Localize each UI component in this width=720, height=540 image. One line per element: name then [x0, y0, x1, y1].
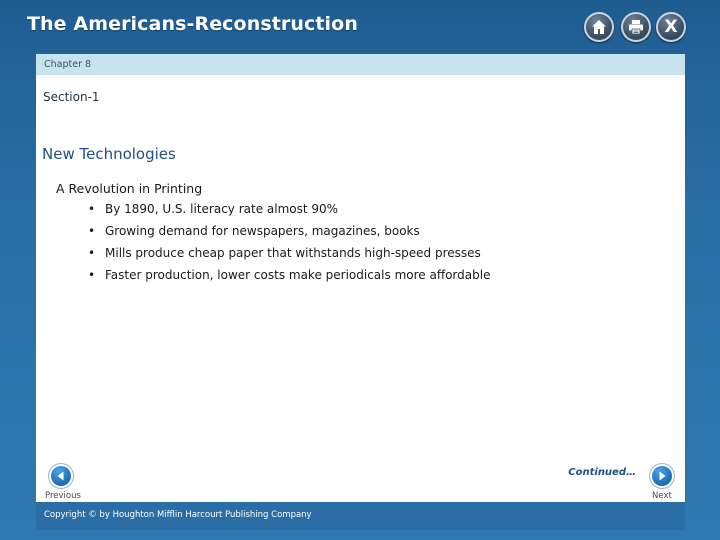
chapter-label: Chapter 8	[44, 59, 92, 70]
arrow-right-icon	[656, 470, 668, 482]
arrow-left-icon	[55, 470, 67, 482]
previous-button[interactable]	[49, 464, 73, 488]
bullet-icon: •	[88, 246, 96, 260]
next-label[interactable]: Next	[652, 491, 672, 501]
section-label: Section-1	[43, 90, 100, 104]
list-item	[88, 224, 490, 246]
close-icon: X	[664, 16, 678, 37]
list-item-text: By 1890, U.S. literacy rate almost 90%	[105, 202, 339, 216]
list-item-text: Faster production, lower costs make periodicals more affordable	[105, 268, 491, 282]
slide-panel	[36, 54, 685, 530]
next-button[interactable]	[650, 464, 674, 488]
copyright-text: Copyright © by Houghton Mifflin Harcourt Publishing Company	[44, 510, 312, 520]
bullet-icon: •	[88, 202, 96, 216]
printer-icon	[627, 18, 645, 36]
subheading: A Revolution in Printing	[56, 181, 203, 196]
list-item	[88, 268, 490, 290]
list-item	[88, 246, 490, 268]
bullet-icon: •	[88, 268, 96, 282]
bullet-list	[88, 202, 490, 290]
list-item	[88, 202, 490, 224]
bullet-icon: •	[88, 224, 96, 238]
list-item-text: Growing demand for newspapers, magazines, books	[105, 224, 420, 238]
footer-bar	[36, 502, 685, 530]
list-item-text: Mills produce cheap paper that withstands high-speed presses	[105, 246, 481, 260]
page-title: New Technologies	[42, 145, 176, 163]
app-title: The Americans-Reconstruction	[27, 13, 358, 35]
previous-label[interactable]: Previous	[45, 491, 81, 501]
home-button[interactable]	[584, 12, 614, 42]
continued-label: Continued…	[568, 467, 636, 478]
chapter-bar	[36, 54, 685, 75]
home-icon	[590, 18, 608, 36]
close-button[interactable]	[656, 12, 686, 42]
print-button[interactable]	[621, 12, 651, 42]
